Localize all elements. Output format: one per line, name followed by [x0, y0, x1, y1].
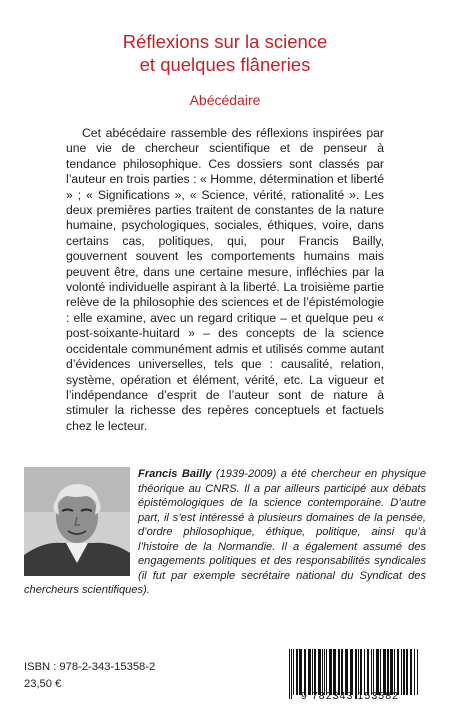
- book-title: [0, 30, 450, 76]
- back-cover-summary: Cet abécédaire rassemble des réflexions inspirées par une vie de chercheur scientifique et de penseur à tendance philosophique. Ces dossiers sont classés par l’auteur en trois parties : « Homme, détermination et liberté » ; « Significations », « Science, vérité, rationalité ». Les deux premières parties traitent de constantes de la nature humaine, psychologiques, sociales, éthiques, voire, dans certains cas, politiques, qui, pour Francis Bailly, gouvernent souvent les comportements humains mais peuvent être, dans une certaine mesure, infléchies par la volonté individuelle aspirant à la liberté. La troisième partie relève de la philosophie des sciences et de l’épistémologie : elle examine, avec un regard critique – et quelque peu « post-soixante-huitard » – des concepts de la science occidentale communément admis et utilisés comme autant d’évidences universelles, tels que : causalité, relation, système, opération et élément, vérité, etc. La vigueur et l’indépendance d’esprit de l’auteur sont de nature à stimuler la richesse des repères conceptuels et factuels chez le lecteur.: [66, 126, 384, 433]
- barcode-digits: 9 782343 153582: [300, 690, 400, 702]
- book-subtitle: Abécédaire: [189, 92, 261, 108]
- author-biography: [24, 467, 426, 598]
- book-title-line-1: Réflexions sur la science: [122, 31, 328, 52]
- author-name: Francis Bailly: [138, 468, 212, 480]
- book-title-line-2: et quelques flâneries: [139, 54, 311, 75]
- isbn-number: ISBN : 978-2-343-15358-2: [24, 661, 156, 673]
- author-bio-text: (1939-2009) a été chercheur en physique théorique au CNRS. Il a par ailleurs participé aux débats épistémologiques de la science contemporaine. D’autre part, il s’est intéressé à plusieurs domaines de la pensée, d’ordre philosophique, éthique, politique, ainsi qu’à l’histoire de la Normandie. Il a également assumé des engagements politiques et des responsabilités syndicales (il fut par exemple secrétaire national du Syndicat des chercheurs scientifiques).: [24, 468, 426, 596]
- book-price: 23,50 €: [24, 678, 62, 690]
